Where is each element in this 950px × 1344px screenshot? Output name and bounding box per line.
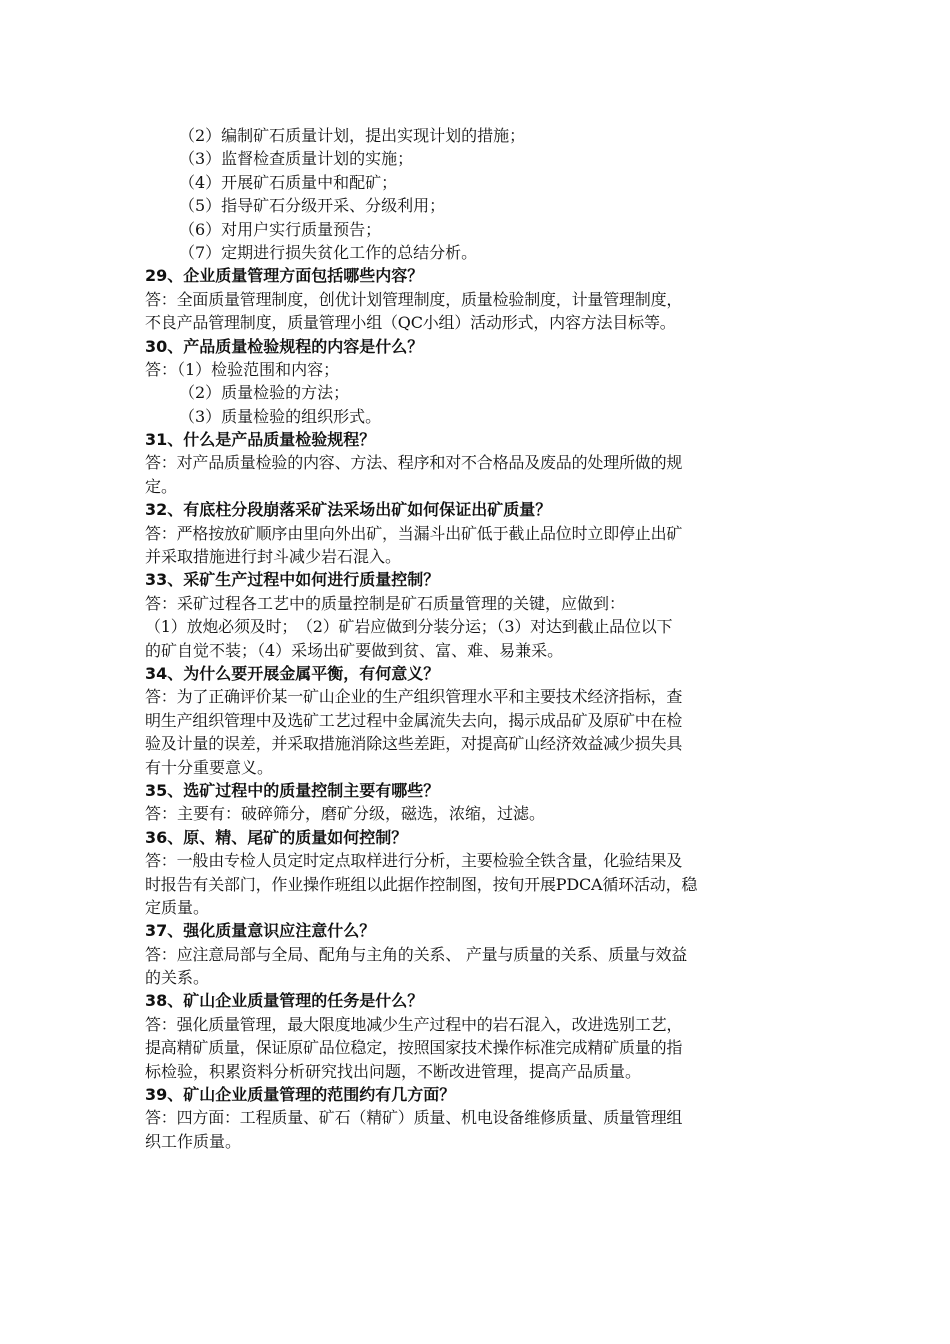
answer-text: 提高精矿质量，保证原矿品位稳定，按照国家技术操作标准完成精矿质量的指 bbox=[145, 1038, 683, 1058]
answer-text: 的矿自觉不装；（4）采场出矿要做到贫、富、难、易兼采。 bbox=[145, 640, 564, 660]
answer-text: 答：严格按放矿顺序由里向外出矿，当漏斗出矿低于截止品位时立即停止出矿 bbox=[145, 523, 683, 543]
question-heading: 34、为什么要开展金属平衡，有何意义？ bbox=[145, 663, 440, 683]
question-heading: 31、什么是产品质量检验规程？ bbox=[145, 430, 376, 450]
answer-text: 答：全面质量管理制度，创优计划管理制度，质量检验制度，计量管理制度， bbox=[145, 289, 683, 309]
answer-text: 定质量。 bbox=[145, 897, 210, 917]
answer-text: 答：四方面：工程质量、矿石（精矿）质量、机电设备维修质量、质量管理组 bbox=[145, 1108, 683, 1128]
answer-text: 织工作质量。 bbox=[145, 1131, 242, 1151]
question-heading: 30、产品质量检验规程的内容是什么？ bbox=[145, 336, 424, 356]
document-page bbox=[145, 124, 810, 1153]
question-heading: 38、矿山企业质量管理的任务是什么？ bbox=[145, 991, 424, 1011]
question-heading: 29、企业质量管理方面包括哪些内容？ bbox=[145, 266, 424, 286]
answer-text: 验及计量的误差，并采取措施消除这些差距，对提高矿山经济效益减少损失具 bbox=[145, 734, 683, 754]
answer-text: 有十分重要意义。 bbox=[145, 757, 274, 777]
answer-text: 答：采矿过程各工艺中的质量控制是矿石质量管理的关键，应做到： bbox=[145, 593, 626, 613]
answer-list-item: （6）对用户实行质量预告； bbox=[179, 219, 382, 239]
question-heading: 37、强化质量意识应注意什么？ bbox=[145, 921, 376, 941]
answer-text: 定。 bbox=[145, 476, 178, 496]
answer-text: 并采取措施进行封斗减少岩石混入。 bbox=[145, 547, 402, 567]
answer-text: （1）放炮必须及时； （2）矿岩应做到分装分运；（3）对达到截止品位以下 bbox=[145, 617, 673, 637]
answer-text: 答：一般由专检人员定时定点取样进行分析，主要检验全铁含量，化验结果及 bbox=[145, 851, 683, 871]
answer-text: 答：强化质量管理，最大限度地减少生产过程中的岩石混入，改进选别工艺， bbox=[145, 1014, 683, 1034]
answer-text: 答：对产品质量检验的内容、方法、程序和对不合格品及废品的处理所做的规 bbox=[145, 453, 683, 473]
answer-text: 时报告有关部门，作业操作班组以此据作控制图，按旬开展PDCA循环活动，稳 bbox=[145, 874, 698, 894]
answer-list-item: （3）质量检验的组织形式。 bbox=[179, 406, 382, 426]
answer-list-item: （2）质量检验的方法； bbox=[179, 383, 350, 403]
question-heading: 39、矿山企业质量管理的范围约有几方面？ bbox=[145, 1085, 456, 1105]
answer-text: 不良产品管理制度，质量管理小组（QC小组）活动形式，内容方法目标等。 bbox=[145, 313, 676, 333]
question-heading: 35、选矿过程中的质量控制主要有哪些？ bbox=[145, 780, 440, 800]
answer-list-item: （2）编制矿石质量计划，提出实现计划的措施； bbox=[179, 126, 526, 145]
answer-text: 答：为了正确评价某一矿山企业的生产组织管理水平和主要技术经济指标，查 bbox=[145, 687, 683, 707]
answer-list-item: （4）开展矿石质量中和配矿； bbox=[179, 172, 398, 192]
answer-text: 标检验，积累资料分析研究找出问题，不断改进管理，提高产品质量。 bbox=[145, 1061, 642, 1081]
question-heading: 36、原、精、尾矿的质量如何控制？ bbox=[145, 827, 408, 847]
answer-list-item: （3）监督检查质量计划的实施； bbox=[179, 149, 414, 169]
answer-list-item: （5）指导矿石分级开采、分级利用； bbox=[179, 196, 446, 216]
answer-list-item: （7）定期进行损失贫化工作的总结分析。 bbox=[179, 242, 478, 262]
question-heading: 32、有底柱分段崩落采矿法采场出矿如何保证出矿质量？ bbox=[145, 500, 552, 520]
answer-text: 答：应注意局部与全局、配角与主角的关系、 产量与质量的关系、质量与效益 bbox=[145, 944, 688, 964]
answer-text: 明生产组织管理中及选矿工艺过程中金属流失去向，揭示成品矿及原矿中在检 bbox=[145, 710, 683, 730]
answer-text: 答：（1）检验范围和内容； bbox=[145, 359, 340, 379]
answer-text: 的关系。 bbox=[145, 968, 210, 988]
answer-text: 答：主要有：破碎筛分，磨矿分级，磁选，浓缩，过滤。 bbox=[145, 804, 546, 824]
question-heading: 33、采矿生产过程中如何进行质量控制？ bbox=[145, 570, 440, 590]
